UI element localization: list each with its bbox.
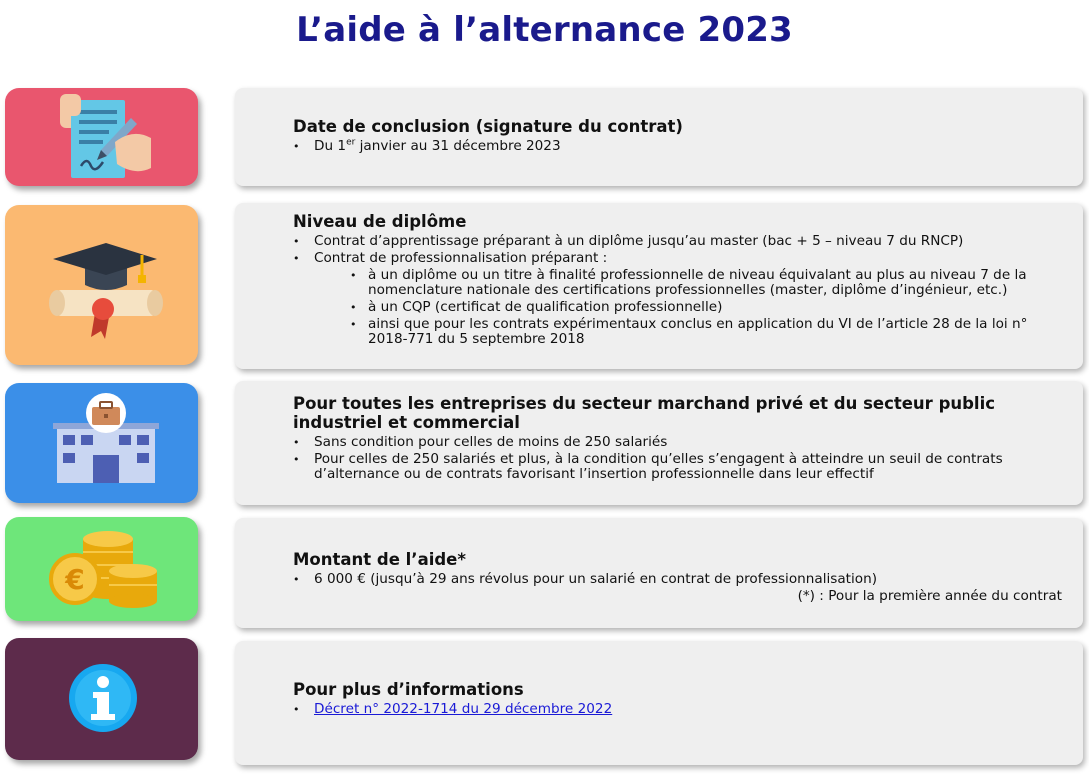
list-item: • 6 000 € (jusqu’à 29 ans révolus pour un salarié en contrat de professionnalisation) xyxy=(293,572,1069,587)
tile-company xyxy=(5,383,198,503)
list-item: • Contrat d’apprentissage préparant à un diplôme jusqu’au master (bac + 5 – niveau 7 du RNCP) xyxy=(293,234,1069,249)
section-title: Montant de l’aide* xyxy=(293,550,466,569)
section-card xyxy=(235,641,1083,765)
section-title: Pour plus d’informations xyxy=(293,680,524,699)
bullet-list xyxy=(293,435,1069,482)
section-card xyxy=(235,88,1083,186)
bullet-list xyxy=(293,234,1069,347)
list-item: • Contrat de professionnalisation préparant : xyxy=(293,251,1069,266)
contract-signature-icon xyxy=(5,88,198,186)
company-building-icon xyxy=(5,383,198,503)
bullet-list xyxy=(293,572,1069,587)
tile-info xyxy=(5,638,198,760)
tile-diploma xyxy=(5,205,198,365)
tile-contract xyxy=(5,88,198,186)
section-card xyxy=(235,203,1083,369)
section-title: Date de conclusion (signature du contrat) xyxy=(293,117,683,136)
svg-text:€: € xyxy=(65,563,85,596)
list-subitem: • à un CQP (certificat de qualification professionnelle) xyxy=(350,300,1069,315)
list-item: • Pour celles de 250 salariés et plus, à la condition qu’elles s’engagent à atteindre un seuil de contrats d’alternance ou de contrats favorisant l’insertion professionnelle dans leur effectif xyxy=(293,452,1069,482)
graduation-diploma-icon xyxy=(5,205,198,365)
footnote: (*) : Pour la première année du contrat xyxy=(797,588,1062,604)
section-card xyxy=(235,381,1083,505)
list-subitem: • ainsi que pour les contrats expérimentaux conclus en application du VI de l’article 28 de la loi n° 2018-771 du 5 septembre 2018 xyxy=(350,317,1069,347)
list-subitem: • à un diplôme ou un titre à finalité professionnelle de niveau équivalant au plus au niveau 7 de la nomenclature nationale des certifications professionnelles (master, diplôme d’ingénieur, etc.) xyxy=(350,268,1069,298)
list-item: • Du 1er janvier au 31 décembre 2023 xyxy=(293,139,1069,154)
page-title: L’aide à l’alternance 2023 xyxy=(296,10,793,50)
euro-coins-icon xyxy=(5,517,198,621)
bullet-list xyxy=(293,139,1069,154)
section-title: Pour toutes les entreprises du secteur marchand privé et du secteur public industriel et commercial xyxy=(293,394,996,432)
information-icon xyxy=(5,638,198,760)
section-card xyxy=(235,518,1083,628)
tile-money xyxy=(5,517,198,621)
bullet-list xyxy=(293,702,1069,717)
decree-link[interactable]: Décret n° 2022-1714 du 29 décembre 2022 xyxy=(314,701,613,717)
list-item xyxy=(293,702,1069,717)
section-title: Niveau de diplôme xyxy=(293,212,467,231)
list-item: • Sans condition pour celles de moins de 250 salariés xyxy=(293,435,1069,450)
